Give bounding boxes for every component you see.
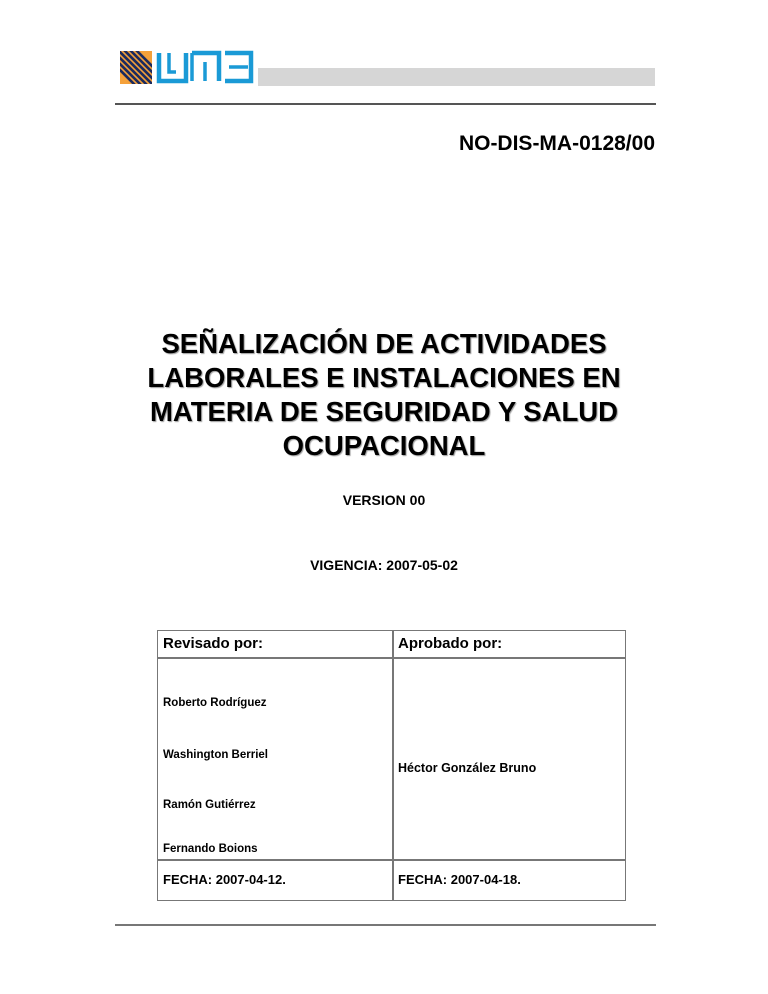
- footer-rule: [115, 924, 656, 926]
- reviewer-name: Ramón Gutiérrez: [163, 799, 256, 811]
- header-bar: [258, 68, 655, 86]
- reviewed-by-header: Revisado por:: [163, 635, 264, 652]
- title-line: LABORALES E INSTALACIONES EN: [147, 362, 621, 393]
- document-title: [100, 327, 668, 463]
- title-line: OCUPACIONAL: [282, 430, 486, 461]
- approved-date: FECHA: 2007-04-18.: [398, 872, 521, 887]
- reviewer-name: Washington Berriel: [163, 749, 268, 761]
- header-rule: [115, 103, 656, 105]
- vigencia-label: VIGENCIA: 2007-05-02: [310, 557, 458, 573]
- document-code: NO-DIS-MA-0128/00: [458, 132, 655, 155]
- row-divider: [158, 657, 625, 659]
- row-divider: [158, 859, 625, 861]
- signature-table: [157, 630, 626, 901]
- approver-name: Héctor González Bruno: [398, 761, 537, 775]
- logo-letters: [159, 53, 251, 81]
- ute-logo: [120, 50, 254, 85]
- approved-by-header: Aprobado por:: [398, 635, 503, 652]
- version-label: VERSION 00: [342, 492, 426, 508]
- reviewed-date: FECHA: 2007-04-12.: [163, 872, 286, 887]
- title-line: SEÑALIZACIÓN DE ACTIVIDADES: [161, 328, 607, 359]
- reviewer-name: Roberto Rodríguez: [163, 697, 267, 709]
- reviewer-name: Fernando Boions: [163, 843, 258, 855]
- title-line: MATERIA DE SEGURIDAD Y SALUD: [149, 396, 619, 427]
